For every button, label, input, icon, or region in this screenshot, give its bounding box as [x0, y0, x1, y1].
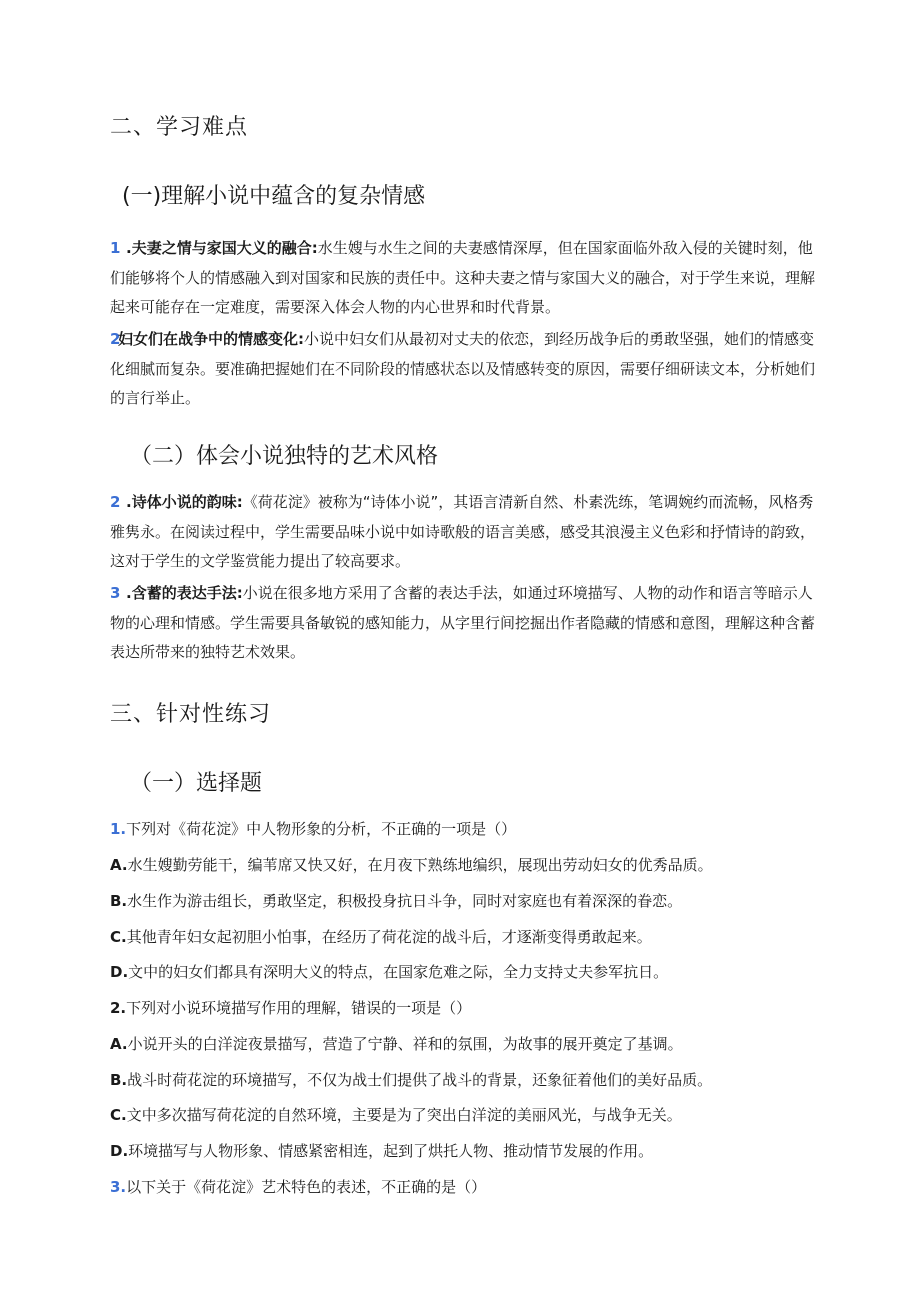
- question-option: [110, 961, 668, 983]
- option-text: 文中的妇女们都具有深明大义的特点，在国家危难之际，全力支持丈夫参军抗日。: [128, 963, 669, 981]
- section-heading-difficulty: 二、学习难点: [110, 115, 249, 140]
- option-text: 文中多次描写荷花淀的自然环境，主要是为了突出白洋淀的美丽风光，与战争无关。: [126, 1106, 682, 1124]
- option-text: 战斗时荷花淀的环境描写，不仅为战士们提供了战斗的背景，还象征着他们的美好品质。: [127, 1071, 713, 1089]
- option-letter: A.: [110, 856, 128, 874]
- list-item: [110, 488, 820, 577]
- item-title: .诗体小说的韵味: [126, 493, 237, 511]
- question-stem: [110, 997, 471, 1019]
- question-option: [110, 1033, 683, 1055]
- item-text: 小说在很多地方采用了含蓄的表达手法，如通过环境描写、人物的动作和语言等暗示人物的心理和情感。学生需要具备敏锐的感知能力，从字里行间挖掘出作者隐藏的情感和意图，理解这种含蓄表达所带来的独特艺术效果。: [110, 584, 816, 661]
- question-option: [110, 926, 652, 948]
- question-number: 2.: [110, 999, 127, 1017]
- subsection-heading-style: （二）体会小说独特的艺术风格: [130, 444, 439, 469]
- question-text: 以下关于《荷花淀》艺术特色的表述，不正确的是（）: [126, 1178, 487, 1196]
- item-number: 3: [110, 584, 121, 602]
- item-title: .夫妻之情与家国大义的融合: [126, 239, 312, 257]
- question-number: 1.: [110, 820, 127, 838]
- option-text: 小说开头的白洋淀夜景描写，营造了宁静、祥和的氛围，为故事的展开奠定了基调。: [127, 1035, 683, 1053]
- option-letter: C.: [110, 928, 127, 946]
- item-colon: :: [311, 239, 318, 257]
- item-number: 2: [110, 330, 121, 348]
- item-title: 妇女们在战争中的情感变化:: [118, 330, 304, 348]
- item-colon: :: [236, 584, 243, 602]
- item-number: 1: [110, 239, 121, 257]
- option-letter: A.: [110, 1035, 128, 1053]
- question-option: [110, 1140, 653, 1162]
- list-item: [110, 325, 820, 414]
- option-text: 水生作为游击组长，勇敢坚定，积极投身抗日斗争，同时对家庭也有着深深的眷恋。: [127, 892, 683, 910]
- option-text: 水生嫂勤劳能干，编苇席又快又好，在月夜下熟练地编织，展现出劳动妇女的优秀品质。: [127, 856, 713, 874]
- item-colon: :: [236, 493, 243, 511]
- option-letter: B.: [110, 1071, 128, 1089]
- question-number: 3.: [110, 1178, 127, 1196]
- option-letter: B.: [110, 892, 128, 910]
- subsection-heading-choice: （一）选择题: [130, 771, 263, 796]
- option-letter: D.: [110, 963, 129, 981]
- question-stem: [110, 818, 516, 840]
- option-letter: C.: [110, 1106, 127, 1124]
- subsection-heading-emotions: (一)理解小说中蕴含的复杂情感: [122, 184, 426, 209]
- list-item: [110, 579, 820, 668]
- item-title: .含蓄的表达手法: [126, 584, 237, 602]
- question-text: 下列对《荷花淀》中人物形象的分析，不正确的一项是（）: [126, 820, 517, 838]
- option-letter: D.: [110, 1142, 129, 1160]
- option-text: 环境描写与人物形象、情感紧密相连，起到了烘托人物、推动情节发展的作用。: [128, 1142, 654, 1160]
- item-text: 水生嫂与水生之间的夫妻感情深厚，但在国家面临外敌入侵的关键时刻，他们能够将个人的情感融入到对国家和民族的责任中。这种夫妻之情与家国大义的融合，对于学生来说，理解起来可能存在一定难度，需要深入体会人物的内心世界和时代背景。: [110, 239, 816, 316]
- question-option: [110, 1104, 682, 1126]
- item-number: 2: [110, 493, 121, 511]
- question-text: 下列对小说环境描写作用的理解，错误的一项是（）: [126, 999, 472, 1017]
- question-stem: [110, 1176, 486, 1198]
- option-text: 其他青年妇女起初胆小怕事，在经历了荷花淀的战斗后，才逐渐变得勇敢起来。: [126, 928, 652, 946]
- section-heading-practice: 三、针对性练习: [110, 702, 272, 727]
- question-option: [110, 890, 682, 912]
- list-item: [110, 234, 820, 323]
- item-text: 《荷花淀》被称为“诗体小说”，其语言清新自然、朴素洗练，笔调婉约而流畅，风格秀雅隽永。在阅读过程中，学生需要品味小说中如诗歌般的语言美感，感受其浪漫主义色彩和抒情诗的韵致，这对于学生的文学鉴赏能力提出了较高要求。: [110, 493, 816, 570]
- question-option: [110, 1069, 712, 1091]
- item-text: 小说中妇女们从最初对丈夫的依恋，到经历战争后的勇敢坚强，她们的情感变化细腻而复杂。要准确把握她们在不同阶段的情感状态以及情感转变的原因，需要仔细研读文本，分析她们的言行举止。: [110, 330, 816, 407]
- question-option: [110, 854, 713, 876]
